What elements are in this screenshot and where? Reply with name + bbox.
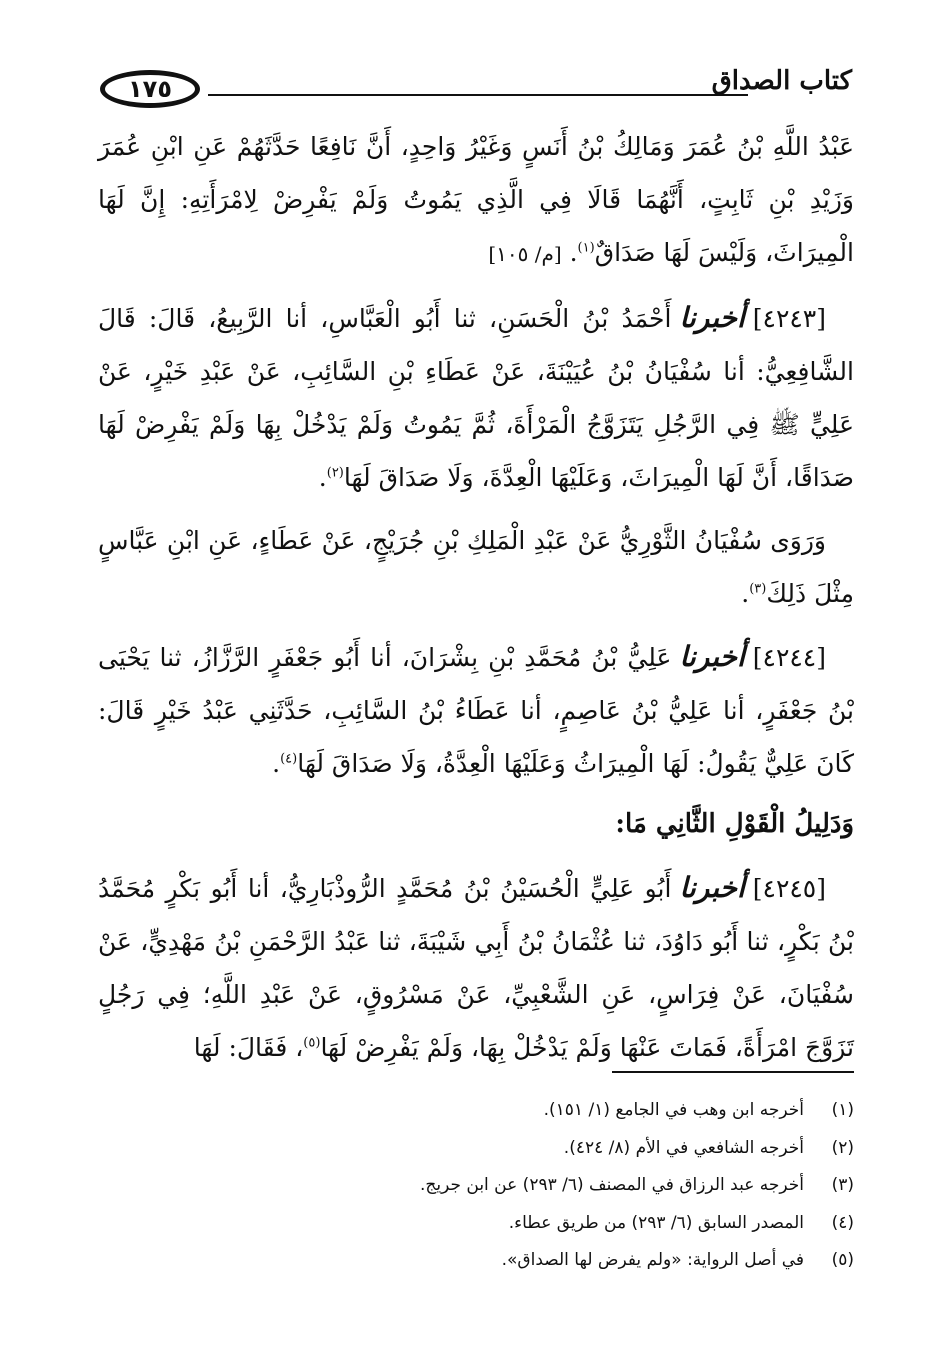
footnote-item: (٢) أخرجه الشافعي في الأم (٨/ ٤٢٤). xyxy=(563,1137,854,1158)
akhbarana-label: أخبرنا xyxy=(679,871,745,904)
hadith-4244: [٤٢٤٤]أخبرناعَلِيُّ بْنُ مُحَمَّدِ بْنِ بِشْرَانَ، أنا أَبُو جَعْفَرٍ الرَّزَّازُ، ثنا يَحْيَى بْنُ جَعْفَرٍ، أنا عَلِيُّ بْنُ عَاصِمٍ، أنا عَطَاءُ بْنُ السَّائِبِ، حَدَّثَنِي عَبْدُ خَيْرٍ قَالَ: كَانَ عَلِيٌّ يَقُولُ: لَهَا الْمِيرَاثُ وَعَلَيْهَا الْعِدَّةُ، وَلَا صَدَاقَ لَهَا$^{(٤)}$. xyxy=(98,640,854,778)
hadith-number: [٤٢٤٤] xyxy=(752,643,826,672)
footnote-item: (٣) أخرجه عبد الرزاق في المصنف (٦/ ٢٩٣) عن ابن جريج. xyxy=(419,1175,854,1195)
hadith-number: [٤٢٤٣] xyxy=(752,304,826,333)
footnote-marker: (٤) xyxy=(280,751,298,767)
footnote-marker: (٢) xyxy=(326,465,344,481)
footnote-marker: (٣) xyxy=(749,581,767,597)
akhbarana-label: أخبرنا xyxy=(679,640,745,673)
paragraph-continuation: عَبْدُ اللَّهِ بْنُ عُمَرَ وَمَالِكُ بْنُ أَنَسٍ وَغَيْرُ وَاحِدٍ، أَنَّ نَافِعًا حَدَّثَهُمْ عَنِ ابْنِ عُمَرَ وَزَيْدِ بْنِ ثَابِتٍ، أَنَّهُمَا قَالَا فِي الَّذِي يَمُوتُ وَلَمْ يَفْرِضْ لِامْرَأَتِهِ: إِنَّ لَهَا الْمِيرَاثَ، وَلَيْسَ لَهَا صَدَاقٌ$^{(١)}$. [م/ ١٠٥] xyxy=(98,132,854,267)
header-rule xyxy=(208,94,748,96)
footnote-item: (٤) المصدر السابق (٦/ ٢٩٣) من طريق عطاء. xyxy=(508,1212,854,1233)
akhbarana-label: أخبرنا xyxy=(679,301,745,334)
page-header xyxy=(100,66,852,116)
hadith-4245: [٤٢٤٥]أخبرناأَبُو عَلِيٍّ الْحُسَيْنُ بْنُ مُحَمَّدٍ الرُّوذْبَارِيُّ، أنا أَبُو بَكْرٍ مُحَمَّدُ بْنُ بَكْرٍ، ثنا أَبُو دَاوُدَ، ثنا عُثْمَانُ بْنُ أَبِي شَيْبَةَ، ثنا عَبْدُ الرَّحْمَنِ بْنُ مَهْدِيٍّ، عَنْ سُفْيَانَ، عَنْ فِرَاسٍ، عَنِ الشَّعْبِيِّ، عَنْ مَسْرُوقٍ، عَنْ عَبْدِ اللَّهِ؛ فِي رَجُلٍ تَزَوَّجَ امْرَأَةً، فَمَاتَ عَنْهَا وَلَمْ يَدْخُلْ بِهَا، وَلَمْ يَفْرِضْ لَهَا$^{(٥)}$، فَقَالَ: لَهَا xyxy=(98,871,854,1062)
page-reference: [م/ ١٠٥] xyxy=(488,242,562,266)
section-heading: وَدَلِيلُ الْقَوْلِ الثَّانِي مَا: xyxy=(615,809,854,839)
page-number-oval xyxy=(100,70,200,108)
book-title: كتاب الصداق xyxy=(711,66,852,96)
footnote-marker: (١) xyxy=(577,240,595,256)
paragraph-thawri: وَرَوَى سُفْيَانُ الثَّوْرِيُّ عَنْ عَبْدِ الْمَلِكِ بْنِ جُرَيْجٍ، عَنْ عَطَاءٍ، عَنِ ابْنِ عَبَّاسٍ مِثْلَ ذَلِكَ$^{(٣)}$. xyxy=(98,526,854,608)
footnotes xyxy=(98,1092,854,1280)
footnote-item: (٥) في أصل الرواية: «ولم يفرض لها الصداق». xyxy=(501,1250,854,1270)
footnote-separator xyxy=(612,1071,854,1073)
hadith-number: [٤٢٤٥] xyxy=(752,874,826,903)
footnote-marker: (٥) xyxy=(303,1035,321,1051)
page-number: ١٧٥ xyxy=(128,75,172,103)
hadith-4243: [٤٢٤٣]أخبرناأَحْمَدُ بْنُ الْحَسَنِ، ثنا أَبُو الْعَبَّاسِ، أنا الرَّبِيعُ، قَالَ: قَالَ الشَّافِعِيُّ: أنا سُفْيَانُ بْنُ عُيَيْنَةَ، عَنْ عَطَاءِ بْنِ السَّائِبِ، عَنْ عَبْدِ خَيْرٍ، عَنْ عَلِيٍّ ﷺ فِي الرَّجُلِ يَتَزَوَّجُ الْمَرْأَةَ، ثُمَّ يَمُوتُ وَلَمْ يَدْخُلْ بِهَا وَلَمْ يَفْرِضْ لَهَا صَدَاقًا، أَنَّ لَهَا الْمِيرَاثَ، وَعَلَيْهَا الْعِدَّةَ، وَلَا صَدَاقَ لَهَا$^{(٢)}$. xyxy=(98,301,854,492)
main-text xyxy=(98,120,854,1074)
footnote-item: (١) أخرجه ابن وهب في الجامع (١/ ١٥١). xyxy=(543,1100,854,1120)
